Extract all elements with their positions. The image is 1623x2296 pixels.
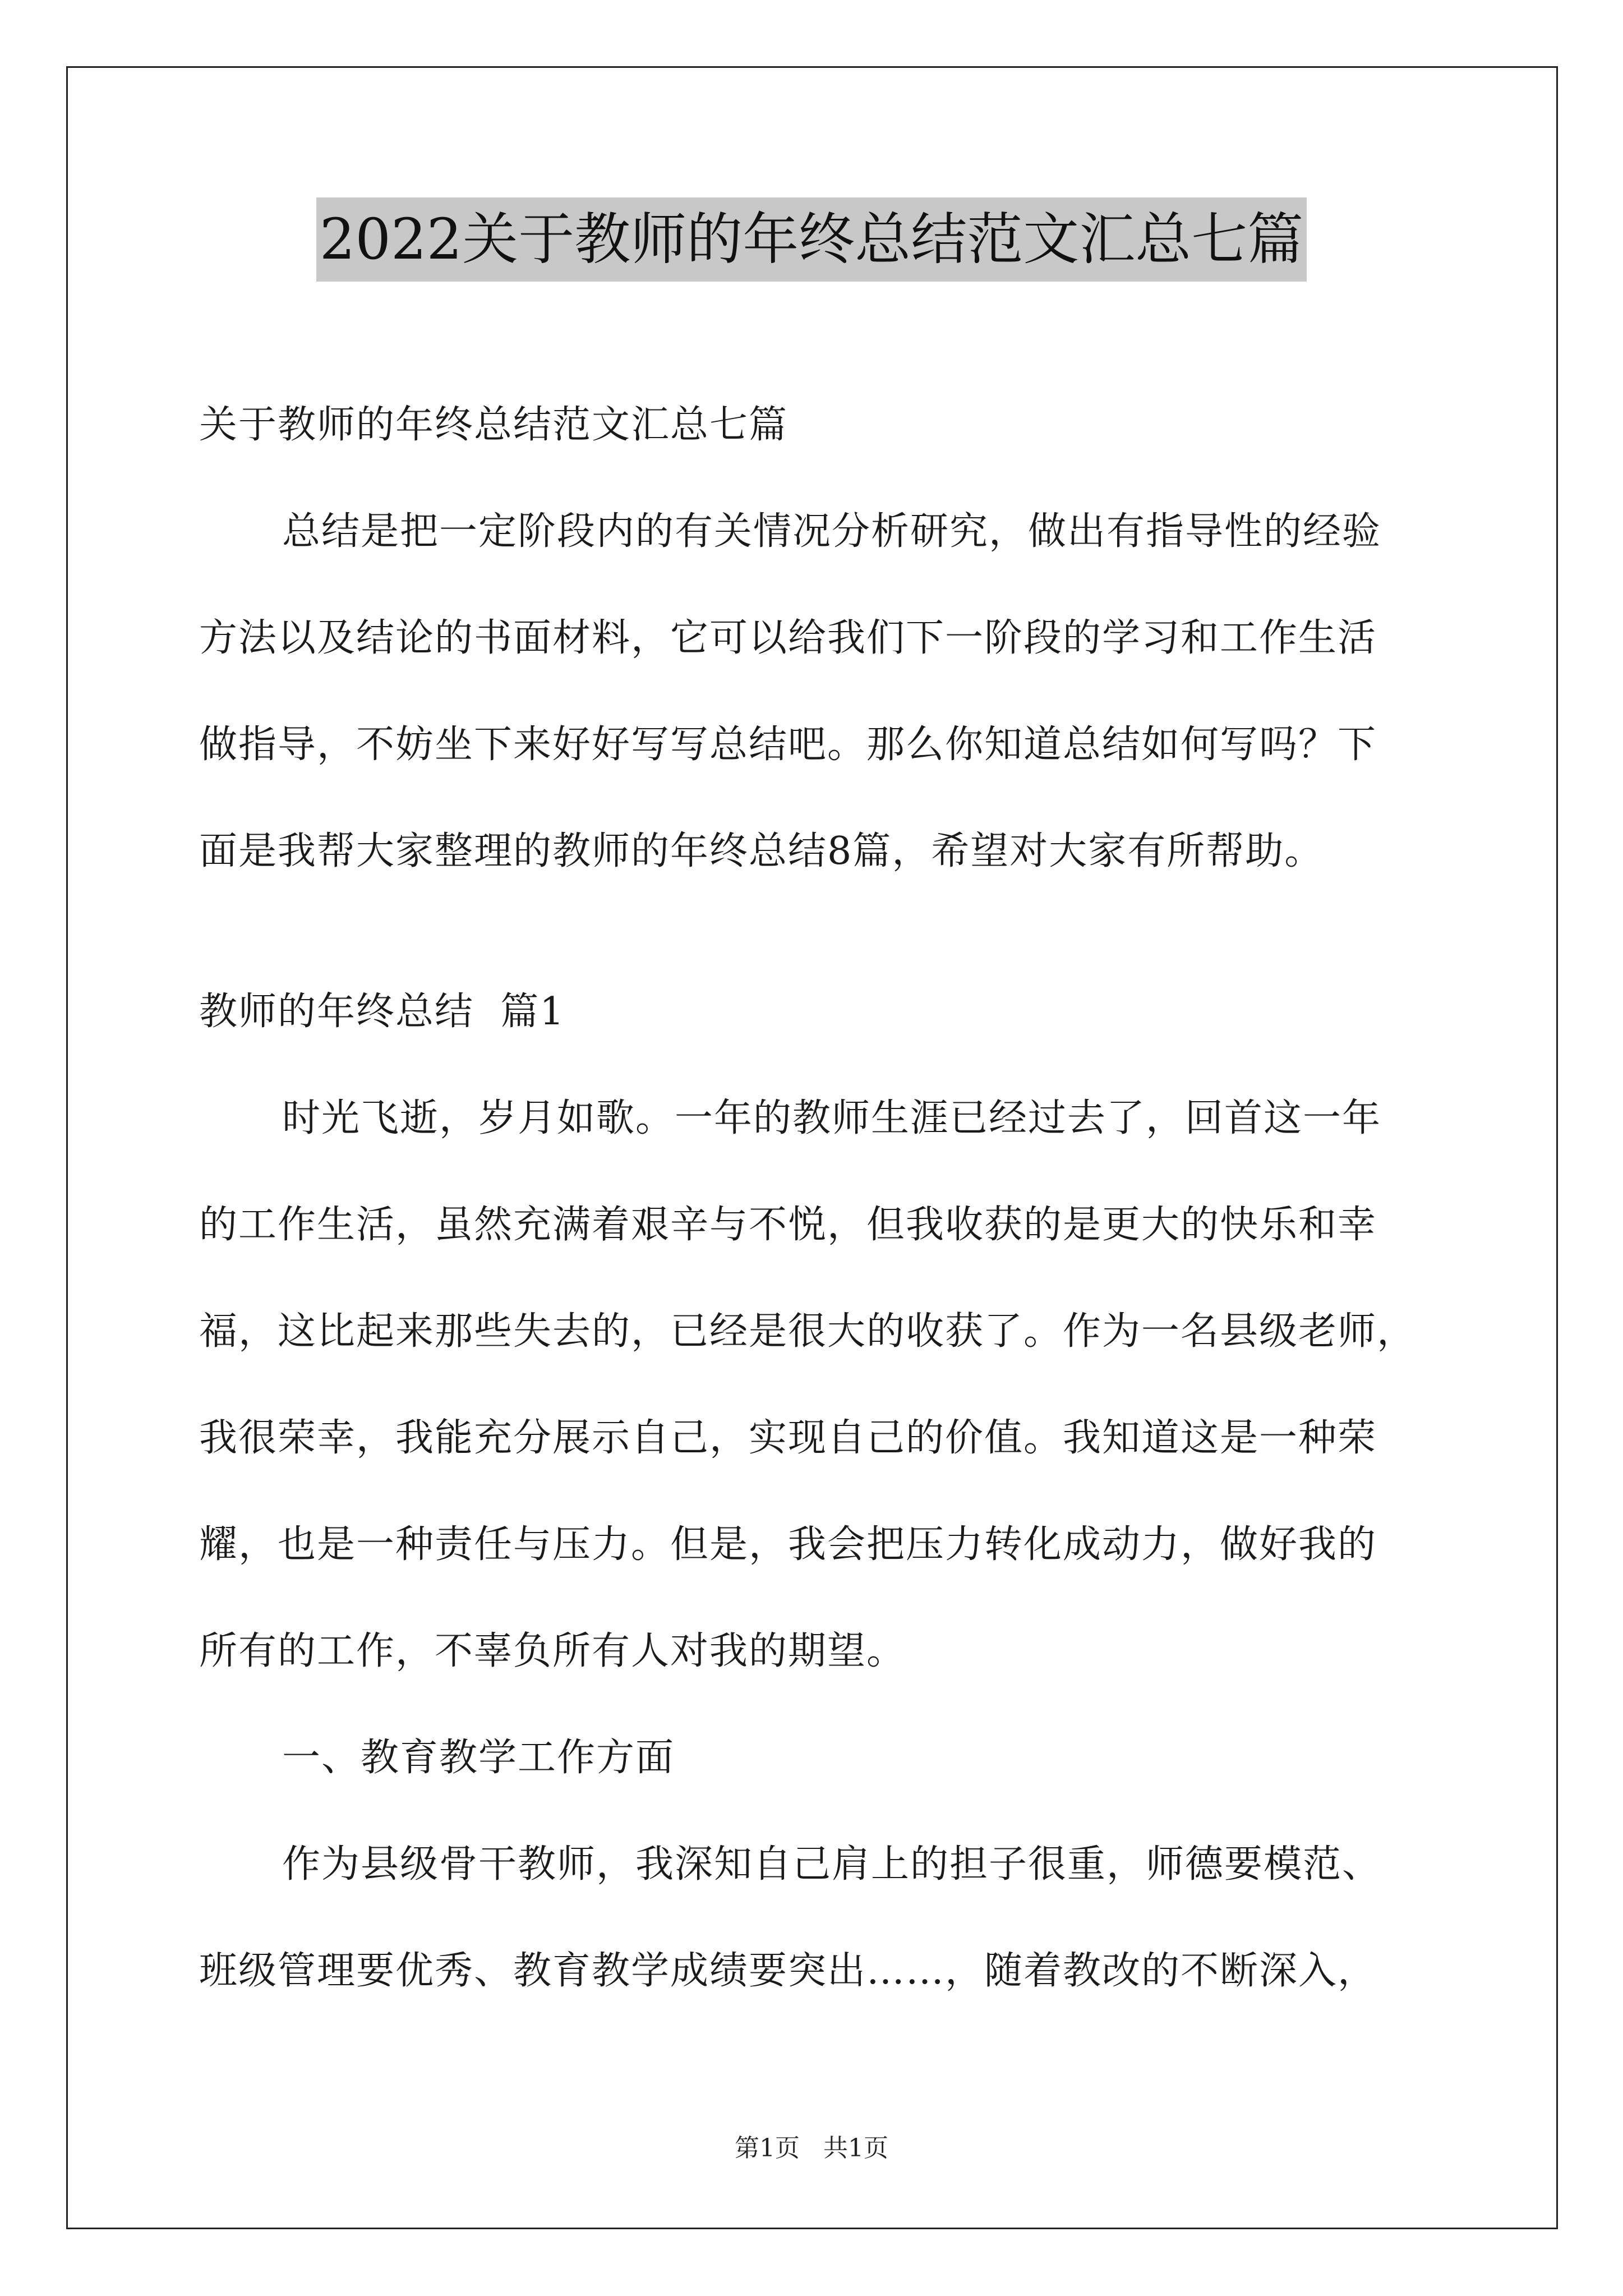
document-title: 2022关于教师的年终总结范文汇总七篇 xyxy=(316,197,1307,282)
title-container xyxy=(0,197,1623,282)
page-number-current: 第1页 xyxy=(735,2134,800,2162)
paragraph-1 xyxy=(199,1092,1450,1678)
paragraph-line: 的工作生活，虽然充满着艰辛与不悦，但我收获的是更大的快乐和幸 xyxy=(199,1203,1377,1247)
paragraph-2 xyxy=(199,1838,1450,1998)
paragraph-line: 班级管理要优秀、教育教学成绩要突出……，随着教改的不断深入， xyxy=(199,1949,1377,1993)
paragraph-line: 我很荣幸，我能充分展示自己，实现自己的价值。我知道这是一种荣 xyxy=(199,1416,1377,1460)
intro-line: 总结是把一定阶段内的有关情况分析研究，做出有指导性的经验 xyxy=(282,509,1382,554)
page-footer xyxy=(0,2132,1623,2165)
paragraph-line: 福，这比起来那些失去的，已经是很大的收获了。作为一名县级老师， xyxy=(199,1309,1417,1354)
paragraph-line: 所有的工作，不辜负所有人对我的期望。 xyxy=(199,1629,906,1673)
section-heading: 教师的年终总结 篇1 xyxy=(199,990,565,1034)
paragraph-line: 时光飞逝，岁月如歌。一年的教师生涯已经过去了，回首这一年 xyxy=(282,1096,1382,1140)
page-number-total: 共1页 xyxy=(823,2134,888,2162)
intro-paragraph xyxy=(199,505,1450,878)
document-subtitle: 关于教师的年终总结范文汇总七篇 xyxy=(199,403,789,447)
sub-heading: 一、教育教学工作方面 xyxy=(282,1736,675,1780)
intro-line: 方法以及结论的书面材料，它可以给我们下一阶段的学习和工作生活 xyxy=(199,616,1377,660)
intro-line: 做指导，不妨坐下来好好写写总结吧。那么你知道总结如何写吗？下 xyxy=(199,723,1377,767)
paragraph-line: 作为县级骨干教师，我深知自己肩上的担子很重，师德要模范、 xyxy=(282,1842,1382,1887)
intro-line: 面是我帮大家整理的教师的年终总结8篇，希望对大家有所帮助。 xyxy=(199,829,1324,873)
paragraph-line: 耀，也是一种责任与压力。但是，我会把压力转化成动力，做好我的 xyxy=(199,1522,1377,1567)
document-body xyxy=(199,292,1450,1998)
